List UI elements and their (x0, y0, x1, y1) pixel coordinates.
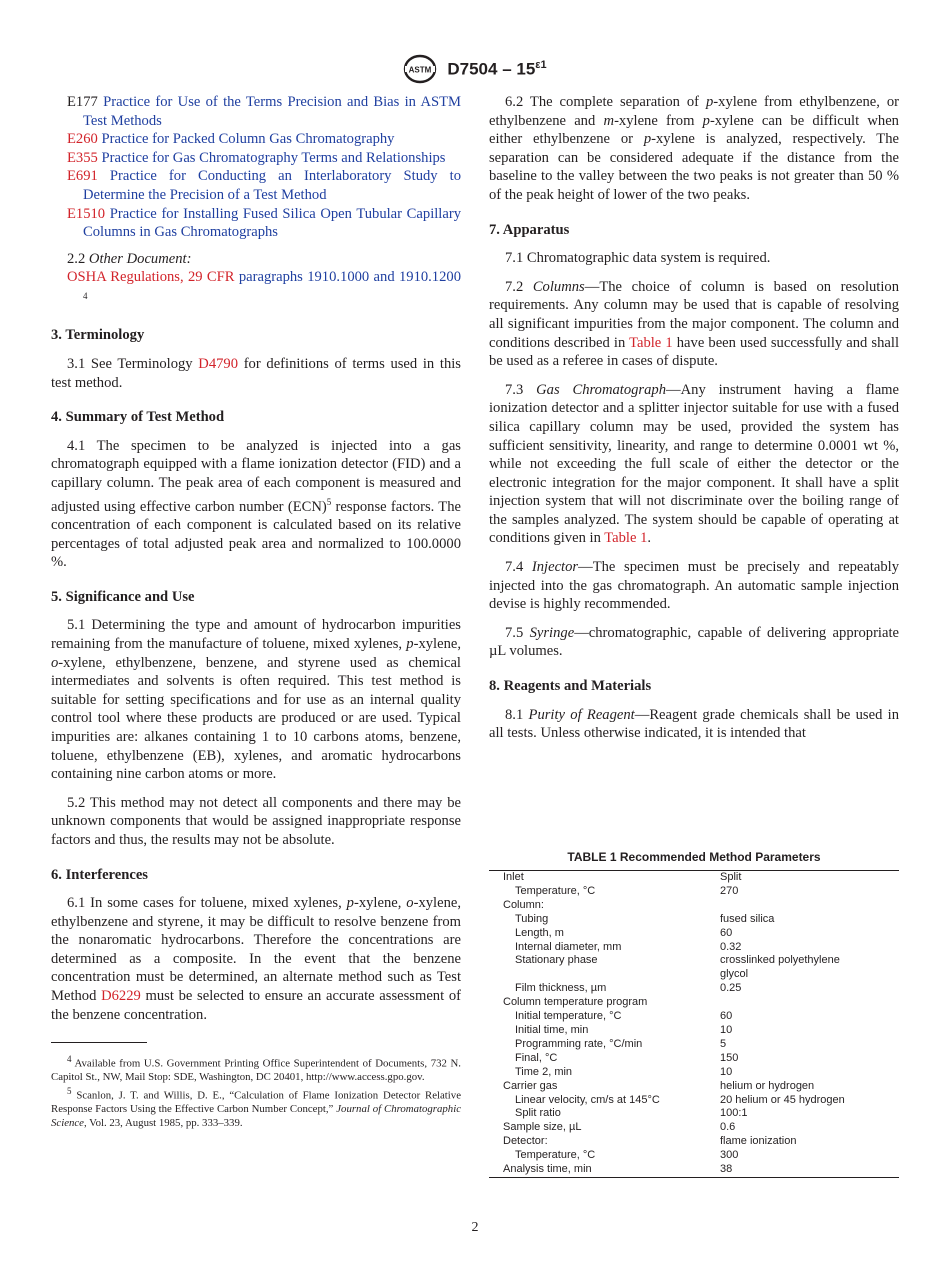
section-7-heading: 7. Apparatus (489, 221, 570, 238)
reference-item[interactable] (51, 93, 461, 130)
astm-logo-icon (403, 54, 437, 84)
value-cell: 60 (720, 926, 733, 939)
reference-item[interactable] (51, 167, 461, 204)
logo-text: ASTM (409, 65, 432, 75)
link-d4790[interactable]: D4790 (198, 355, 239, 372)
param-cell: Initial temperature, °C (515, 1010, 622, 1023)
param-cell: Length, m (515, 926, 564, 939)
table-row (489, 954, 899, 968)
footnote-divider (51, 1042, 147, 1043)
para-4-1: 4.1 The specimen to be analyzed is injected into a gas chromatograph equipped with a flame ionization detector (FID) and a capillary column. The peak area of each component is measured and adjusted using effective carbon number (ECN)$^5$ response factors. The concentration of each component is calculated based on its relative percentages of total adjusted peak area and normalized to 100.0000 %. (51, 437, 462, 571)
value-cell: 38 (720, 1163, 733, 1176)
para-7-5: 7.5 Syringe—chromatographic, capable of delivering appropriate µL volumes. (489, 624, 899, 660)
value-cell: crosslinked polyethylene (720, 954, 840, 967)
value-cell: 100:1 (720, 1107, 748, 1120)
para-5-1: 5.1 Determining the type and amount of hydrocarbon impurities remaining from the manufacture of toluene, mixed xylenes, p-xylene, o-xylene, ethylbenzene, benzene, and styrene used as chemical intermediates and solvents is often required. This test method is suitable for setting specifications and for use as an internal quality control tool where these products are produced or are used. Typical impurities are: alkanes containing 1 to 10 carbons atoms, benzene, toluene, ethylbenzene (EB), xylenes, and aromatic hydrocarbons containing nine carbon atoms or more. (51, 617, 461, 783)
value-cell (720, 899, 899, 913)
reference-item[interactable] (51, 205, 461, 242)
reference-code: E260 (67, 131, 98, 148)
reference-title: Practice for Packed Column Gas Chromatography (101, 131, 395, 148)
page-header (0, 54, 950, 84)
table-row (489, 1024, 899, 1038)
para-8-1: 8.1 Purity of Reagent—Reagent grade chemicals shall be used in all tests. Unless otherwise indicated, it is intended that (489, 706, 899, 742)
table-row (489, 899, 899, 913)
table-row (489, 1052, 899, 1066)
table-row (489, 1094, 899, 1108)
link-table-1[interactable]: Table 1 (629, 334, 673, 351)
param-cell: Sample size, µL (503, 1121, 582, 1134)
table-row (489, 927, 899, 941)
table-row (489, 1038, 899, 1052)
param-cell: Temperature, °C (515, 1149, 596, 1162)
para-6-2: 6.2 The complete separation of p-xylene from ethylbenzene, or ethylbenzene and m-xylene from p-xylene can be difficult when either ethylbenzene or p-xylene is analyzed, respectively. The separation can be considered adequate if the distance from the baseline to the valley between the two peaks is not greater than 50 % of the peak height of lower of the two peaks. (489, 94, 900, 203)
param-cell: Detector: (503, 1135, 548, 1148)
table-1 (489, 870, 899, 1178)
param-cell: Column: (503, 898, 544, 911)
reference-code: E177 (67, 94, 98, 110)
reference-item[interactable] (51, 130, 461, 149)
value-cell: glycol (720, 968, 749, 981)
table-row (489, 885, 899, 899)
right-column (489, 93, 899, 753)
table-1-block (489, 850, 899, 1178)
section-3-heading: 3. Terminology (51, 327, 145, 344)
section-5-heading: 5. Significance and Use (51, 588, 195, 605)
para-5-2: 5.2 This method may not detect all components and there may be unknown components that would be assigned inappropriate response factors and thus, the results may not be absolute. (51, 794, 461, 848)
reference-code: E691 (67, 168, 98, 185)
param-cell: Time 2, min (515, 1065, 573, 1078)
table-1-title: TABLE 1 Recommended Method Parameters (567, 850, 821, 864)
param-cell: Analysis time, min (503, 1163, 592, 1176)
param-cell: Internal diameter, mm (515, 940, 622, 953)
param-cell: Final, °C (515, 1051, 558, 1064)
value-cell: 5 (720, 1037, 727, 1050)
param-cell: Initial time, min (515, 1023, 589, 1036)
para-3-1: 3.1 See Terminology D4790 for definitions of terms used in this test method. (51, 355, 461, 391)
param-cell (489, 968, 720, 982)
reference-item[interactable] (51, 149, 461, 168)
table-row (489, 1121, 899, 1135)
value-cell: flame ionization (720, 1135, 797, 1148)
value-cell: 150 (720, 1051, 739, 1064)
table-row (489, 1163, 899, 1177)
param-cell: Programming rate, °C/min (515, 1037, 643, 1050)
footnote-4: $^4$ Available from U.S. Government Printing Office Superintendent of Documents, 732 N. Capitol St., NW, Mail Stop: SDE, Washington, DC 20401, http://www.access.gpo.gov. (51, 1054, 461, 1084)
value-cell: fused silica (720, 912, 775, 925)
reference-title: Practice for Installing Fused Silica Open Tubular Capillary Columns in Gas Chromatographs (83, 205, 461, 241)
para-6-1: 6.1 In some cases for toluene, mixed xylenes, p-xylene, o-xylene, ethylbenzene and styrene, it may be difficult to resolve benzene from the nonaromatic hydrocarbons. Therefore the concentrations are determined as a composite. In the event that the benzene concentration must be determined, an alternate method such as Test Method D6229 must be selected to ensure an accurate assessment of the benzene concentration. (51, 895, 461, 1023)
param-cell: Carrier gas (503, 1079, 558, 1092)
param-cell: Temperature, °C (515, 884, 596, 897)
table-row (489, 968, 899, 982)
table-row (489, 871, 899, 885)
param-cell: Inlet (503, 871, 524, 883)
value-cell: 0.32 (720, 940, 742, 953)
value-cell: 270 (720, 884, 739, 897)
value-cell: 300 (720, 1149, 739, 1162)
param-cell: Film thickness, µm (515, 982, 607, 995)
value-cell: 60 (720, 1010, 733, 1023)
reference-title: Practice for Gas Chromatography Terms and Relationships (101, 149, 446, 166)
left-column (51, 93, 461, 1130)
reference-list (51, 93, 461, 242)
para-7-4: 7.4 Injector—The specimen must be precisely and repeatably injected into the gas chromatograph. An automatic sample injection devise is highly recommended. (489, 559, 899, 613)
value-cell: helium or hydrogen (720, 1079, 815, 1092)
table-row (489, 1135, 899, 1149)
param-cell: Stationary phase (515, 954, 598, 967)
value-cell: 0.6 (720, 1121, 736, 1134)
table-row (489, 1080, 899, 1094)
table-row (489, 913, 899, 927)
table-row (489, 1107, 899, 1121)
value-cell: 20 helium or 45 hydrogen (720, 1093, 845, 1106)
value-cell (720, 996, 899, 1010)
reference-title: Practice for Conducting an Interlaboratory Study to Determine the Precision of a Test Method (83, 168, 461, 203)
param-cell: Linear velocity, cm/s at 145°C (515, 1093, 660, 1106)
section-6-heading: 6. Interferences (51, 866, 148, 883)
other-document-item[interactable]: OSHA Regulations, 29 CFR paragraphs 1910.1000 and 1910.1200 $^4$ (67, 269, 461, 301)
reference-code: E1510 (67, 205, 106, 222)
reference-code: E355 (67, 149, 98, 166)
value-cell: 0.25 (720, 982, 742, 995)
section-4-heading: 4. Summary of Test Method (51, 409, 225, 426)
footnote-5: $^5$ Scanlon, J. T. and Willis, D. E., “Calculation of Flame Ionization Detector Relative Response Factors Using the Effective Carbon Number Concept,” Journal of Chromatographic Science, Vol. 23, August 1985, pp. 333–339. (51, 1086, 461, 1129)
table-row (489, 1066, 899, 1080)
value-cell: Split (720, 871, 742, 883)
table-row (489, 996, 899, 1010)
designation: $D7504 - 15^{\varepsilon 1}$ (447, 58, 547, 79)
value-cell: 10 (720, 1023, 733, 1036)
section-8-heading: 8. Reagents and Materials (489, 678, 652, 695)
param-cell: Split ratio (515, 1107, 561, 1120)
value-cell: 10 (720, 1065, 733, 1078)
para-7-1: 7.1 Chromatographic data system is required. (505, 250, 771, 267)
reference-title: Practice for Use of the Terms Precision and Bias in ASTM Test Methods (83, 94, 461, 129)
table-row (489, 941, 899, 955)
para-7-3: 7.3 Gas Chromatograph—Any instrument having a flame ionization detector and a splitter injector suitable for use with a fused silica capillary column may be used, provided the system has sufficient sensitivity, linearity, and range to determine 0.0001 wt %, while not exceeding the full scale of either the detector or the electronic integration for the major component. It shall have a split injection system that will not discriminate over the boiling range of the samples analyzed. The system should be capable of operating at conditions given in Table 1. (489, 381, 900, 547)
link-d6229[interactable]: D6229 (101, 988, 141, 1005)
link-table-1[interactable]: Table 1 (604, 530, 648, 547)
param-cell: Column temperature program (503, 996, 648, 1009)
param-cell: Tubing (515, 912, 549, 925)
other-document-heading: 2.2 Other Document: (67, 250, 192, 267)
table-row (489, 1010, 899, 1024)
designation-sup: ε1 (535, 58, 547, 71)
para-7-2: 7.2 Columns—The choice of column is based on resolution requirements. Any column may be used that is capable of resolving all significant impurities from the major component. The column and conditions described in Table 1 have been used successfully and shall be used as a referee in cases of dispute. (489, 278, 899, 370)
table-row (489, 1149, 899, 1163)
page-number: 2 (471, 1220, 479, 1235)
table-row (489, 982, 899, 996)
